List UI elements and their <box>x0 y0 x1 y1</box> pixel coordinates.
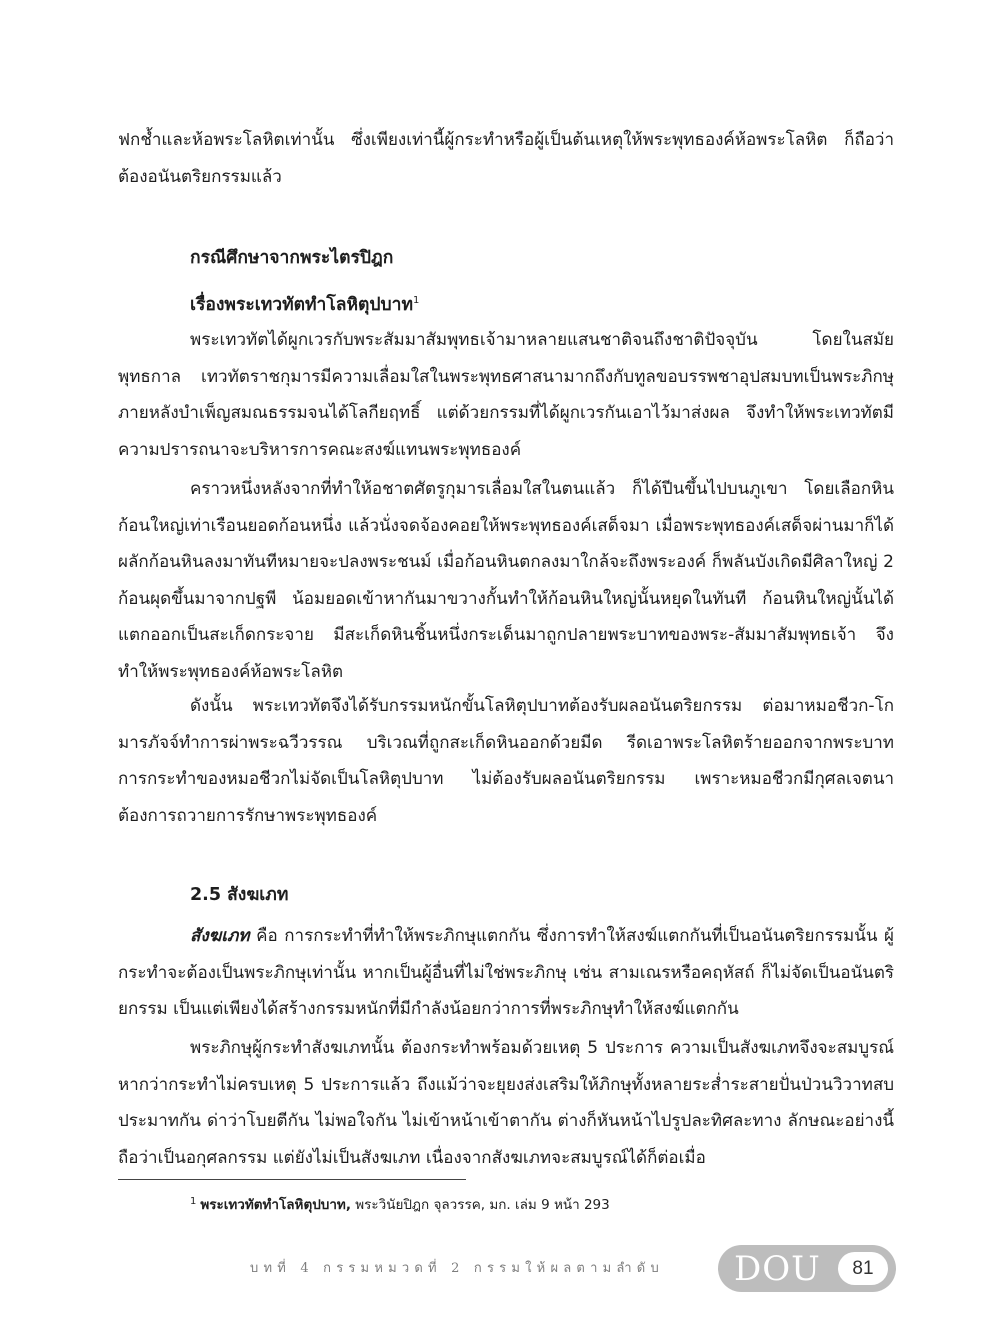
page-number: 81 <box>838 1252 888 1285</box>
footnote-divider <box>118 1179 466 1180</box>
definition-text: คือ การกระทำที่ทำให้พระภิกษุแตกกัน ซึ่งการทำให้สงฆ์แตกกันที่เป็นอนันตริยกรรมนั้น ผู้กระทำจะต้องเป็นพระภิกษุเท่านั้น หากเป็นผู้อื่นที่ไม่ใช่พระภิกษุ เช่น สามเณรหรือคฤหัสถ์ ก็ไม่จัดเป็นอนันตริยกรรม เป็นแต่เพียงได้สร้างกรรมหนักที่มีกำลังน้อยกว่าการที่พระภิกษุทำให้สงฆ์แตกกัน <box>118 926 894 1019</box>
paragraph-sanghabheda-definition <box>118 918 894 1028</box>
page-badge <box>718 1245 896 1292</box>
footnote-source: พระวินัยปิฎก จุลวรรค, มก. เล่ม 9 หน้า 293 <box>350 1197 610 1213</box>
paragraph-consequence: ดังนั้น พระเทวทัตจึงได้รับกรรมหนักขั้นโลหิตุปบาทต้องรับผลอนันตริยกรรม ต่อมาหมอชีวก-โกมารภัจจ์ทำการผ่าพระฉวีวรรณ บริเวณที่ถูกสะเก็ดหินออกด้วยมีด รีดเอาพระโลหิตร้ายออกจากพระบาท การกระทำของหมอชีวกไม่จัดเป็นโลหิตุปบาท ไม่ต้องรับผลอนันตริยกรรม เพราะหมอชีวกมีกุศลเจตนาต้องการถวายการรักษาพระพุทธองค์ <box>118 696 894 826</box>
story-title-heading <box>190 290 419 318</box>
footnote-marker: 1 <box>190 1195 197 1207</box>
paragraph-boulder-story: คราวหนึ่งหลังจากที่ทำให้อชาตศัตรูกุมารเลื่อมใสในตนแล้ว ก็ได้ปีนขึ้นไปบนภูเขา โดยเลือกหินก้อนใหญ่เท่าเรือนยอดก้อนหนึ่ง แล้วนั่งจดจ้องคอยให้พระพุทธองค์เสด็จมา เมื่อพระพุทธองค์เสด็จผ่านมาก็ได้ผลักก้อนหินลงมาทันทีหมายจะปลงพระชนม์ เมื่อก้อนหินตกลงมาใกล้จะถึงพระองค์ ก็พลันบังเกิดมีศิลาใหญ่ 2 ก้อนผุดขึ้นมาจากปฐพี น้อมยอดเข้าหากันมาขวางกั้นทำให้ก้อนหินใหญ่นั้นหยุดในทันที ก้อนหินใหญ่นั้นได้แตกออกเป็นสะเก็ดกระจาย มีสะเก็ดหินชิ้นหนึ่งกระเด็นมาถูกปลายพระบาทของพระ-สัมมาสัมพุทธเจ้า จึงทำให้พระพุทธองค์ห้อพระโลหิต <box>118 479 894 682</box>
chapter-running-footer: บทที่ 4 กรรมหมวดที่ 2 กรรมให้ผลตามลำดับ <box>250 1261 664 1276</box>
term-sanghabheda: สังฆเภท <box>190 926 250 946</box>
paragraph-continuation: ฟกช้ำและห้อพระโลหิตเท่านั้น ซึ่งเพียงเท่านี้ผู้กระทำหรือผู้เป็นต้นเหตุให้พระพุทธองค์ห้อพระโลหิต ก็ถือว่าต้องอนันตริยกรรมแล้ว <box>118 130 894 187</box>
footnote-reference[interactable]: 1 <box>412 295 420 307</box>
story-title-text: เรื่องพระเทวทัตทำโลหิตุปบาท <box>190 295 413 315</box>
footnote-title: พระเทวทัตทำโลหิตุปบาท, <box>200 1197 351 1213</box>
footnote <box>190 1193 610 1215</box>
case-study-heading: กรณีศึกษาจากพระไตรปิฎก <box>190 248 394 268</box>
dou-logo: DOU <box>734 1249 821 1289</box>
section-heading-sanghabheda: 2.5 สังฆเภท <box>190 885 289 905</box>
paragraph-devadatta-intro: พระเทวทัตได้ผูกเวรกับพระสัมมาสัมพุทธเจ้ามาหลายแสนชาติจนถึงชาติปัจจุบัน โดยในสมัยพุทธกาล เทวทัตราชกุมารมีความเลื่อมใสในพระพุทธศาสนามากถึงกับทูลขอบรรพชาอุปสมบทเป็นพระภิกษุ ภายหลังบำเพ็ญสมณธรรมจนได้โลกียฤทธิ์ แต่ด้วยกรรมที่ได้ผูกเวรกันเอาไว้มาส่งผล จึงทำให้พระเทวทัตมีความปรารถนาจะบริหารการคณะสงฆ์แทนพระพุทธองค์ <box>118 330 894 460</box>
paragraph-five-causes: พระภิกษุผู้กระทำสังฆเภทนั้น ต้องกระทำพร้อมด้วยเหตุ 5 ประการ ความเป็นสังฆเภทจึงจะสมบูรณ์ หากว่ากระทำไม่ครบเหตุ 5 ประการแล้ว ถึงแม้ว่าจะยุยงส่งเสริมให้ภิกษุทั้งหลายระส่ำระสายปั่นป่วนวิวาทสบประมาทกัน ด่าว่าโบยตีกัน ไม่พอใจกัน ไม่เข้าหน้าเข้าตากัน ต่างก็หันหน้าไปรูปละทิศละทาง ลักษณะอย่างนี้ ถือว่าเป็นอกุศลกรรม แต่ยังไม่เป็นสังฆเภท เนื่องจากสังฆเภทจะสมบูรณ์ได้ก็ต่อเมื่อ <box>118 1038 894 1168</box>
